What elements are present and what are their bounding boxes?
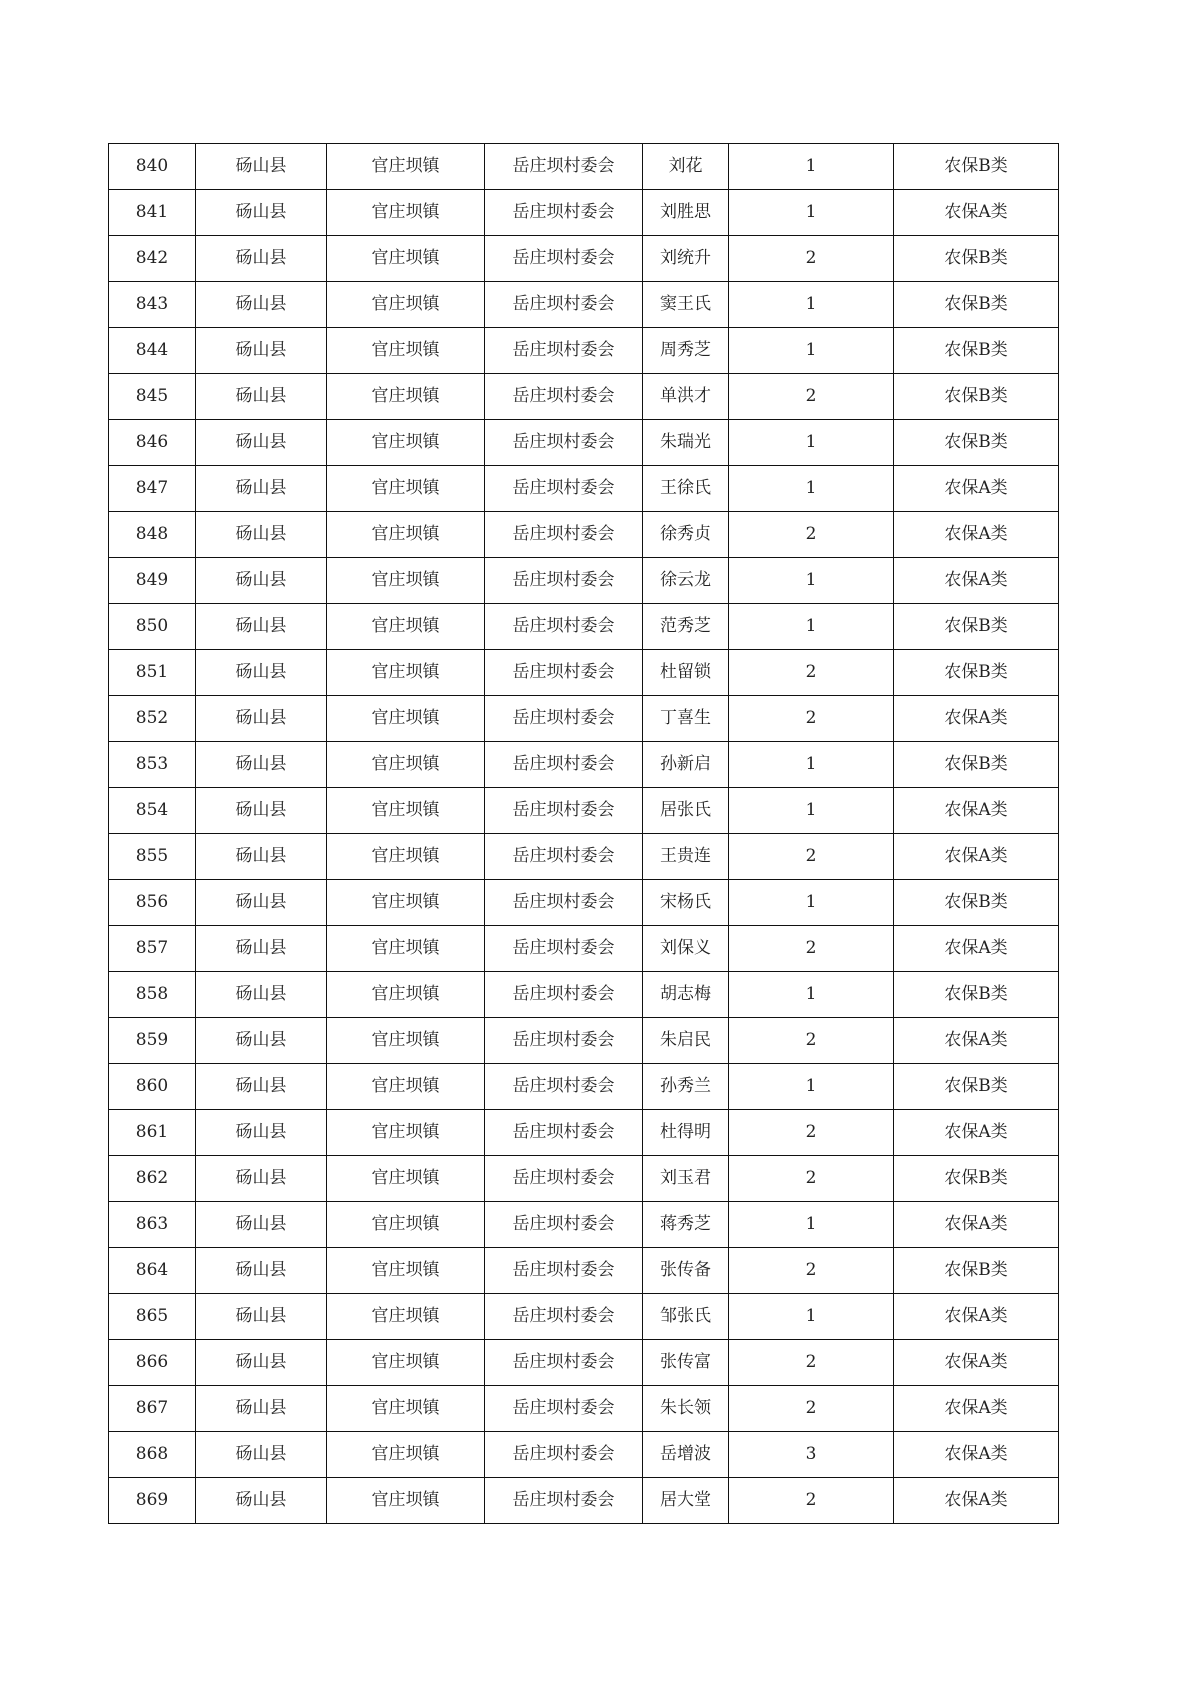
cell-person-name: 刘玉君: [643, 1156, 729, 1202]
cell-serial-number: 843: [109, 282, 196, 328]
cell-person-name: 孙新启: [643, 742, 729, 788]
cell-insurance-type: 农保A类: [894, 466, 1059, 512]
cell-person-name: 周秀芝: [643, 328, 729, 374]
table-row: [109, 972, 1059, 1018]
cell-town: 官庄坝镇: [327, 1156, 485, 1202]
cell-serial-number: 856: [109, 880, 196, 926]
table-row: [109, 1156, 1059, 1202]
table-row: [109, 190, 1059, 236]
cell-serial-number: 860: [109, 1064, 196, 1110]
table-row: [109, 1340, 1059, 1386]
cell-serial-number: 848: [109, 512, 196, 558]
cell-town: 官庄坝镇: [327, 328, 485, 374]
cell-insurance-type: 农保A类: [894, 788, 1059, 834]
cell-village-committee: 岳庄坝村委会: [485, 880, 643, 926]
cell-count: 2: [729, 834, 894, 880]
cell-count: 2: [729, 1386, 894, 1432]
table-row: [109, 466, 1059, 512]
cell-count: 2: [729, 650, 894, 696]
cell-county: 砀山县: [196, 1110, 327, 1156]
cell-village-committee: 岳庄坝村委会: [485, 788, 643, 834]
cell-person-name: 刘统升: [643, 236, 729, 282]
cell-count: 1: [729, 972, 894, 1018]
cell-town: 官庄坝镇: [327, 972, 485, 1018]
cell-person-name: 朱长领: [643, 1386, 729, 1432]
cell-count: 2: [729, 374, 894, 420]
cell-county: 砀山县: [196, 236, 327, 282]
cell-serial-number: 847: [109, 466, 196, 512]
cell-village-committee: 岳庄坝村委会: [485, 696, 643, 742]
cell-insurance-type: 农保A类: [894, 1478, 1059, 1524]
cell-county: 砀山县: [196, 512, 327, 558]
cell-county: 砀山县: [196, 328, 327, 374]
table-row: [109, 420, 1059, 466]
cell-person-name: 刘保义: [643, 926, 729, 972]
cell-county: 砀山县: [196, 558, 327, 604]
cell-county: 砀山县: [196, 696, 327, 742]
cell-count: 2: [729, 512, 894, 558]
cell-count: 2: [729, 696, 894, 742]
cell-count: 2: [729, 1018, 894, 1064]
table-row: [109, 1432, 1059, 1478]
cell-insurance-type: 农保A类: [894, 190, 1059, 236]
cell-village-committee: 岳庄坝村委会: [485, 420, 643, 466]
cell-town: 官庄坝镇: [327, 742, 485, 788]
cell-person-name: 杜留锁: [643, 650, 729, 696]
table-row: [109, 1018, 1059, 1064]
cell-count: 1: [729, 420, 894, 466]
cell-insurance-type: 农保A类: [894, 1432, 1059, 1478]
cell-county: 砀山县: [196, 1432, 327, 1478]
cell-village-committee: 岳庄坝村委会: [485, 604, 643, 650]
cell-county: 砀山县: [196, 604, 327, 650]
cell-count: 2: [729, 926, 894, 972]
cell-town: 官庄坝镇: [327, 1202, 485, 1248]
cell-count: 1: [729, 144, 894, 190]
table-row: [109, 1064, 1059, 1110]
cell-serial-number: 854: [109, 788, 196, 834]
cell-county: 砀山县: [196, 880, 327, 926]
cell-serial-number: 841: [109, 190, 196, 236]
cell-village-committee: 岳庄坝村委会: [485, 1294, 643, 1340]
cell-town: 官庄坝镇: [327, 236, 485, 282]
cell-person-name: 胡志梅: [643, 972, 729, 1018]
table-row: [109, 1202, 1059, 1248]
cell-village-committee: 岳庄坝村委会: [485, 1478, 643, 1524]
cell-county: 砀山县: [196, 1202, 327, 1248]
cell-person-name: 单洪才: [643, 374, 729, 420]
cell-county: 砀山县: [196, 834, 327, 880]
cell-count: 3: [729, 1432, 894, 1478]
cell-village-committee: 岳庄坝村委会: [485, 1156, 643, 1202]
cell-county: 砀山县: [196, 1478, 327, 1524]
cell-town: 官庄坝镇: [327, 1386, 485, 1432]
cell-count: 1: [729, 328, 894, 374]
table-row: [109, 512, 1059, 558]
cell-insurance-type: 农保B类: [894, 604, 1059, 650]
cell-insurance-type: 农保B类: [894, 972, 1059, 1018]
table-row: [109, 374, 1059, 420]
cell-town: 官庄坝镇: [327, 788, 485, 834]
cell-insurance-type: 农保A类: [894, 926, 1059, 972]
cell-village-committee: 岳庄坝村委会: [485, 1248, 643, 1294]
cell-town: 官庄坝镇: [327, 374, 485, 420]
cell-serial-number: 846: [109, 420, 196, 466]
cell-town: 官庄坝镇: [327, 1340, 485, 1386]
table-row: [109, 788, 1059, 834]
table-row: [109, 282, 1059, 328]
cell-insurance-type: 农保B类: [894, 1156, 1059, 1202]
cell-town: 官庄坝镇: [327, 282, 485, 328]
cell-serial-number: 852: [109, 696, 196, 742]
cell-county: 砀山县: [196, 466, 327, 512]
cell-village-committee: 岳庄坝村委会: [485, 512, 643, 558]
cell-town: 官庄坝镇: [327, 1432, 485, 1478]
cell-village-committee: 岳庄坝村委会: [485, 466, 643, 512]
cell-insurance-type: 农保B类: [894, 1064, 1059, 1110]
cell-insurance-type: 农保A类: [894, 512, 1059, 558]
cell-county: 砀山县: [196, 1156, 327, 1202]
cell-village-committee: 岳庄坝村委会: [485, 1432, 643, 1478]
cell-person-name: 范秀芝: [643, 604, 729, 650]
cell-count: 2: [729, 1156, 894, 1202]
cell-insurance-type: 农保B类: [894, 1248, 1059, 1294]
cell-county: 砀山县: [196, 420, 327, 466]
cell-count: 1: [729, 466, 894, 512]
table-row: [109, 328, 1059, 374]
cell-count: 1: [729, 1064, 894, 1110]
cell-town: 官庄坝镇: [327, 1018, 485, 1064]
roster-table: [108, 143, 1059, 1524]
cell-person-name: 窦王氏: [643, 282, 729, 328]
cell-town: 官庄坝镇: [327, 558, 485, 604]
cell-town: 官庄坝镇: [327, 420, 485, 466]
cell-person-name: 朱启民: [643, 1018, 729, 1064]
cell-town: 官庄坝镇: [327, 1478, 485, 1524]
cell-county: 砀山县: [196, 374, 327, 420]
cell-insurance-type: 农保B类: [894, 420, 1059, 466]
cell-insurance-type: 农保A类: [894, 834, 1059, 880]
cell-county: 砀山县: [196, 926, 327, 972]
table-row: [109, 696, 1059, 742]
cell-person-name: 邹张氏: [643, 1294, 729, 1340]
cell-town: 官庄坝镇: [327, 650, 485, 696]
cell-insurance-type: 农保A类: [894, 1018, 1059, 1064]
cell-county: 砀山县: [196, 742, 327, 788]
cell-person-name: 杜得明: [643, 1110, 729, 1156]
cell-insurance-type: 农保A类: [894, 1340, 1059, 1386]
cell-serial-number: 869: [109, 1478, 196, 1524]
table-row: [109, 834, 1059, 880]
cell-count: 1: [729, 1294, 894, 1340]
cell-serial-number: 844: [109, 328, 196, 374]
cell-insurance-type: 农保B类: [894, 880, 1059, 926]
cell-person-name: 徐秀贞: [643, 512, 729, 558]
cell-serial-number: 858: [109, 972, 196, 1018]
cell-count: 1: [729, 880, 894, 926]
cell-serial-number: 868: [109, 1432, 196, 1478]
cell-village-committee: 岳庄坝村委会: [485, 972, 643, 1018]
cell-county: 砀山县: [196, 650, 327, 696]
cell-serial-number: 864: [109, 1248, 196, 1294]
cell-insurance-type: 农保B类: [894, 236, 1059, 282]
cell-village-committee: 岳庄坝村委会: [485, 1110, 643, 1156]
table-row: [109, 1478, 1059, 1524]
cell-count: 2: [729, 1110, 894, 1156]
table-row: [109, 880, 1059, 926]
cell-village-committee: 岳庄坝村委会: [485, 236, 643, 282]
cell-village-committee: 岳庄坝村委会: [485, 1202, 643, 1248]
table-row: [109, 742, 1059, 788]
cell-serial-number: 859: [109, 1018, 196, 1064]
cell-insurance-type: 农保A类: [894, 1386, 1059, 1432]
cell-village-committee: 岳庄坝村委会: [485, 328, 643, 374]
cell-town: 官庄坝镇: [327, 604, 485, 650]
cell-person-name: 宋杨氏: [643, 880, 729, 926]
cell-serial-number: 865: [109, 1294, 196, 1340]
cell-serial-number: 851: [109, 650, 196, 696]
cell-town: 官庄坝镇: [327, 466, 485, 512]
cell-serial-number: 842: [109, 236, 196, 282]
cell-count: 1: [729, 604, 894, 650]
cell-village-committee: 岳庄坝村委会: [485, 1340, 643, 1386]
cell-serial-number: 849: [109, 558, 196, 604]
cell-serial-number: 866: [109, 1340, 196, 1386]
table-row: [109, 1294, 1059, 1340]
cell-serial-number: 857: [109, 926, 196, 972]
cell-person-name: 刘胜思: [643, 190, 729, 236]
cell-insurance-type: 农保A类: [894, 1294, 1059, 1340]
cell-serial-number: 840: [109, 144, 196, 190]
cell-count: 1: [729, 742, 894, 788]
table-row: [109, 926, 1059, 972]
table-row: [109, 558, 1059, 604]
cell-person-name: 居张氏: [643, 788, 729, 834]
cell-insurance-type: 农保B类: [894, 742, 1059, 788]
table-row: [109, 1248, 1059, 1294]
cell-county: 砀山县: [196, 1018, 327, 1064]
cell-person-name: 刘花: [643, 144, 729, 190]
cell-county: 砀山县: [196, 972, 327, 1018]
cell-insurance-type: 农保A类: [894, 696, 1059, 742]
cell-insurance-type: 农保B类: [894, 144, 1059, 190]
cell-county: 砀山县: [196, 1340, 327, 1386]
cell-serial-number: 845: [109, 374, 196, 420]
cell-count: 1: [729, 282, 894, 328]
cell-insurance-type: 农保B类: [894, 282, 1059, 328]
cell-insurance-type: 农保B类: [894, 328, 1059, 374]
cell-village-committee: 岳庄坝村委会: [485, 650, 643, 696]
cell-town: 官庄坝镇: [327, 144, 485, 190]
cell-village-committee: 岳庄坝村委会: [485, 144, 643, 190]
cell-person-name: 张传备: [643, 1248, 729, 1294]
cell-county: 砀山县: [196, 144, 327, 190]
cell-person-name: 岳增波: [643, 1432, 729, 1478]
cell-serial-number: 850: [109, 604, 196, 650]
cell-village-committee: 岳庄坝村委会: [485, 1018, 643, 1064]
table-row: [109, 236, 1059, 282]
cell-count: 1: [729, 1202, 894, 1248]
cell-county: 砀山县: [196, 1064, 327, 1110]
cell-county: 砀山县: [196, 1294, 327, 1340]
cell-town: 官庄坝镇: [327, 926, 485, 972]
cell-village-committee: 岳庄坝村委会: [485, 282, 643, 328]
cell-insurance-type: 农保A类: [894, 1202, 1059, 1248]
table-row: [109, 604, 1059, 650]
cell-count: 2: [729, 1248, 894, 1294]
cell-count: 2: [729, 1478, 894, 1524]
cell-village-committee: 岳庄坝村委会: [485, 926, 643, 972]
cell-insurance-type: 农保B类: [894, 374, 1059, 420]
cell-village-committee: 岳庄坝村委会: [485, 742, 643, 788]
cell-count: 1: [729, 190, 894, 236]
cell-serial-number: 855: [109, 834, 196, 880]
cell-town: 官庄坝镇: [327, 880, 485, 926]
cell-count: 2: [729, 1340, 894, 1386]
cell-village-committee: 岳庄坝村委会: [485, 834, 643, 880]
cell-serial-number: 863: [109, 1202, 196, 1248]
cell-village-committee: 岳庄坝村委会: [485, 374, 643, 420]
cell-town: 官庄坝镇: [327, 696, 485, 742]
cell-person-name: 居大堂: [643, 1478, 729, 1524]
cell-serial-number: 853: [109, 742, 196, 788]
table-row: [109, 1386, 1059, 1432]
cell-town: 官庄坝镇: [327, 834, 485, 880]
cell-person-name: 王贵连: [643, 834, 729, 880]
cell-county: 砀山县: [196, 282, 327, 328]
cell-town: 官庄坝镇: [327, 1064, 485, 1110]
table-row: [109, 650, 1059, 696]
cell-person-name: 徐云龙: [643, 558, 729, 604]
cell-town: 官庄坝镇: [327, 1294, 485, 1340]
cell-village-committee: 岳庄坝村委会: [485, 1064, 643, 1110]
cell-village-committee: 岳庄坝村委会: [485, 558, 643, 604]
cell-person-name: 丁喜生: [643, 696, 729, 742]
cell-insurance-type: 农保A类: [894, 1110, 1059, 1156]
cell-town: 官庄坝镇: [327, 512, 485, 558]
table-row: [109, 1110, 1059, 1156]
cell-serial-number: 861: [109, 1110, 196, 1156]
cell-count: 2: [729, 236, 894, 282]
roster-table-body: [109, 144, 1059, 1524]
cell-county: 砀山县: [196, 1386, 327, 1432]
cell-county: 砀山县: [196, 1248, 327, 1294]
cell-serial-number: 867: [109, 1386, 196, 1432]
cell-county: 砀山县: [196, 190, 327, 236]
cell-count: 1: [729, 558, 894, 604]
cell-town: 官庄坝镇: [327, 190, 485, 236]
table-row: [109, 144, 1059, 190]
cell-village-committee: 岳庄坝村委会: [485, 190, 643, 236]
cell-person-name: 蒋秀芝: [643, 1202, 729, 1248]
cell-person-name: 孙秀兰: [643, 1064, 729, 1110]
cell-town: 官庄坝镇: [327, 1248, 485, 1294]
cell-insurance-type: 农保B类: [894, 650, 1059, 696]
cell-village-committee: 岳庄坝村委会: [485, 1386, 643, 1432]
cell-insurance-type: 农保A类: [894, 558, 1059, 604]
cell-person-name: 朱瑞光: [643, 420, 729, 466]
cell-count: 1: [729, 788, 894, 834]
cell-town: 官庄坝镇: [327, 1110, 485, 1156]
cell-county: 砀山县: [196, 788, 327, 834]
cell-serial-number: 862: [109, 1156, 196, 1202]
cell-person-name: 王徐氏: [643, 466, 729, 512]
cell-person-name: 张传富: [643, 1340, 729, 1386]
